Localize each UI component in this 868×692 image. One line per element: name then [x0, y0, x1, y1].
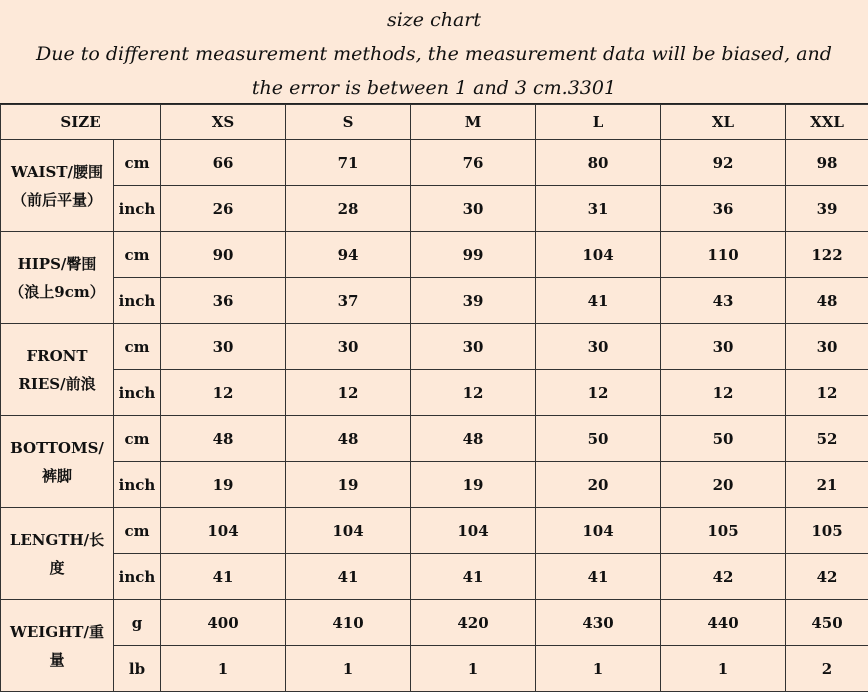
value-cell: 52 — [786, 416, 868, 462]
value-cell: 12 — [161, 370, 286, 416]
table-row — [1, 140, 868, 186]
value-cell: 12 — [786, 370, 868, 416]
table-row — [1, 600, 868, 646]
table-row — [1, 370, 868, 416]
value-cell: 19 — [411, 462, 536, 508]
table-row — [1, 186, 868, 232]
value-cell: 20 — [536, 462, 661, 508]
value-cell: 19 — [161, 462, 286, 508]
value-cell: 76 — [411, 140, 536, 186]
value-cell: 21 — [786, 462, 868, 508]
value-cell: 66 — [161, 140, 286, 186]
size-table — [0, 104, 868, 692]
value-cell: 42 — [661, 554, 786, 600]
unit-cell: cm — [114, 140, 161, 186]
value-cell: 48 — [161, 416, 286, 462]
unit-cell: cm — [114, 508, 161, 554]
value-cell: 12 — [661, 370, 786, 416]
value-cell: 30 — [286, 324, 411, 370]
measurement-label: WEIGHT/重量 — [1, 600, 114, 692]
value-cell: 71 — [286, 140, 411, 186]
table-row — [1, 232, 868, 278]
unit-cell: inch — [114, 462, 161, 508]
size-l-header: L — [536, 105, 661, 140]
value-cell: 30 — [161, 324, 286, 370]
value-cell: 410 — [286, 600, 411, 646]
value-cell: 80 — [536, 140, 661, 186]
value-cell: 48 — [286, 416, 411, 462]
value-cell: 41 — [286, 554, 411, 600]
value-cell: 41 — [411, 554, 536, 600]
value-cell: 1 — [536, 646, 661, 692]
value-cell: 41 — [161, 554, 286, 600]
value-cell: 1 — [161, 646, 286, 692]
unit-cell: cm — [114, 324, 161, 370]
unit-cell: g — [114, 600, 161, 646]
value-cell: 440 — [661, 600, 786, 646]
value-cell: 94 — [286, 232, 411, 278]
size-xl-header: XL — [661, 105, 786, 140]
size-chart-header — [0, 0, 868, 104]
value-cell: 1 — [411, 646, 536, 692]
unit-cell: inch — [114, 370, 161, 416]
value-cell: 450 — [786, 600, 868, 646]
value-cell: 98 — [786, 140, 868, 186]
size-xxl-header: XXL — [786, 105, 868, 140]
value-cell: 31 — [536, 186, 661, 232]
measurement-label: BOTTOMS/裤脚 — [1, 416, 114, 508]
value-cell: 104 — [411, 508, 536, 554]
value-cell: 41 — [536, 554, 661, 600]
value-cell: 50 — [661, 416, 786, 462]
value-cell: 104 — [161, 508, 286, 554]
size-header-cell: SIZE — [1, 105, 161, 140]
value-cell: 30 — [786, 324, 868, 370]
value-cell: 420 — [411, 600, 536, 646]
value-cell: 99 — [411, 232, 536, 278]
value-cell: 12 — [286, 370, 411, 416]
value-cell: 1 — [661, 646, 786, 692]
value-cell: 43 — [661, 278, 786, 324]
size-m-header: M — [411, 105, 536, 140]
value-cell: 26 — [161, 186, 286, 232]
value-cell: 122 — [786, 232, 868, 278]
value-cell: 2 — [786, 646, 868, 692]
table-row — [1, 554, 868, 600]
table-row — [1, 416, 868, 462]
chart-title: size chart — [0, 3, 868, 37]
unit-cell: lb — [114, 646, 161, 692]
unit-cell: inch — [114, 278, 161, 324]
value-cell: 30 — [536, 324, 661, 370]
value-cell: 20 — [661, 462, 786, 508]
value-cell: 90 — [161, 232, 286, 278]
value-cell: 37 — [286, 278, 411, 324]
table-row — [1, 278, 868, 324]
value-cell: 104 — [536, 508, 661, 554]
value-cell: 400 — [161, 600, 286, 646]
measurement-label: HIPS/臀围（浪上9cm） — [1, 232, 114, 324]
value-cell: 30 — [661, 324, 786, 370]
unit-cell: inch — [114, 186, 161, 232]
value-cell: 39 — [786, 186, 868, 232]
value-cell: 39 — [411, 278, 536, 324]
value-cell: 36 — [161, 278, 286, 324]
size-xs-header: XS — [161, 105, 286, 140]
header-row — [1, 105, 868, 140]
value-cell: 48 — [786, 278, 868, 324]
measurement-label: FRONT RIES/前浪 — [1, 324, 114, 416]
value-cell: 430 — [536, 600, 661, 646]
value-cell: 12 — [411, 370, 536, 416]
measurement-label: LENGTH/长度 — [1, 508, 114, 600]
value-cell: 104 — [286, 508, 411, 554]
unit-cell: cm — [114, 416, 161, 462]
value-cell: 48 — [411, 416, 536, 462]
table-row — [1, 508, 868, 554]
unit-cell: cm — [114, 232, 161, 278]
value-cell: 30 — [411, 186, 536, 232]
table-row — [1, 462, 868, 508]
value-cell: 42 — [786, 554, 868, 600]
value-cell: 105 — [661, 508, 786, 554]
value-cell: 104 — [536, 232, 661, 278]
value-cell: 110 — [661, 232, 786, 278]
value-cell: 36 — [661, 186, 786, 232]
value-cell: 12 — [536, 370, 661, 416]
measurement-label: WAIST/腰围（前后平量） — [1, 140, 114, 232]
table-row — [1, 324, 868, 370]
disclaimer-line-1: Due to different measurement methods, the measurement data will be biased, and — [0, 37, 868, 71]
size-s-header: S — [286, 105, 411, 140]
table-row — [1, 646, 868, 692]
value-cell: 28 — [286, 186, 411, 232]
value-cell: 50 — [536, 416, 661, 462]
value-cell: 30 — [411, 324, 536, 370]
unit-cell: inch — [114, 554, 161, 600]
value-cell: 105 — [786, 508, 868, 554]
value-cell: 19 — [286, 462, 411, 508]
disclaimer-line-2: the error is between 1 and 3 cm.3301 — [0, 71, 868, 105]
value-cell: 1 — [286, 646, 411, 692]
value-cell: 92 — [661, 140, 786, 186]
value-cell: 41 — [536, 278, 661, 324]
